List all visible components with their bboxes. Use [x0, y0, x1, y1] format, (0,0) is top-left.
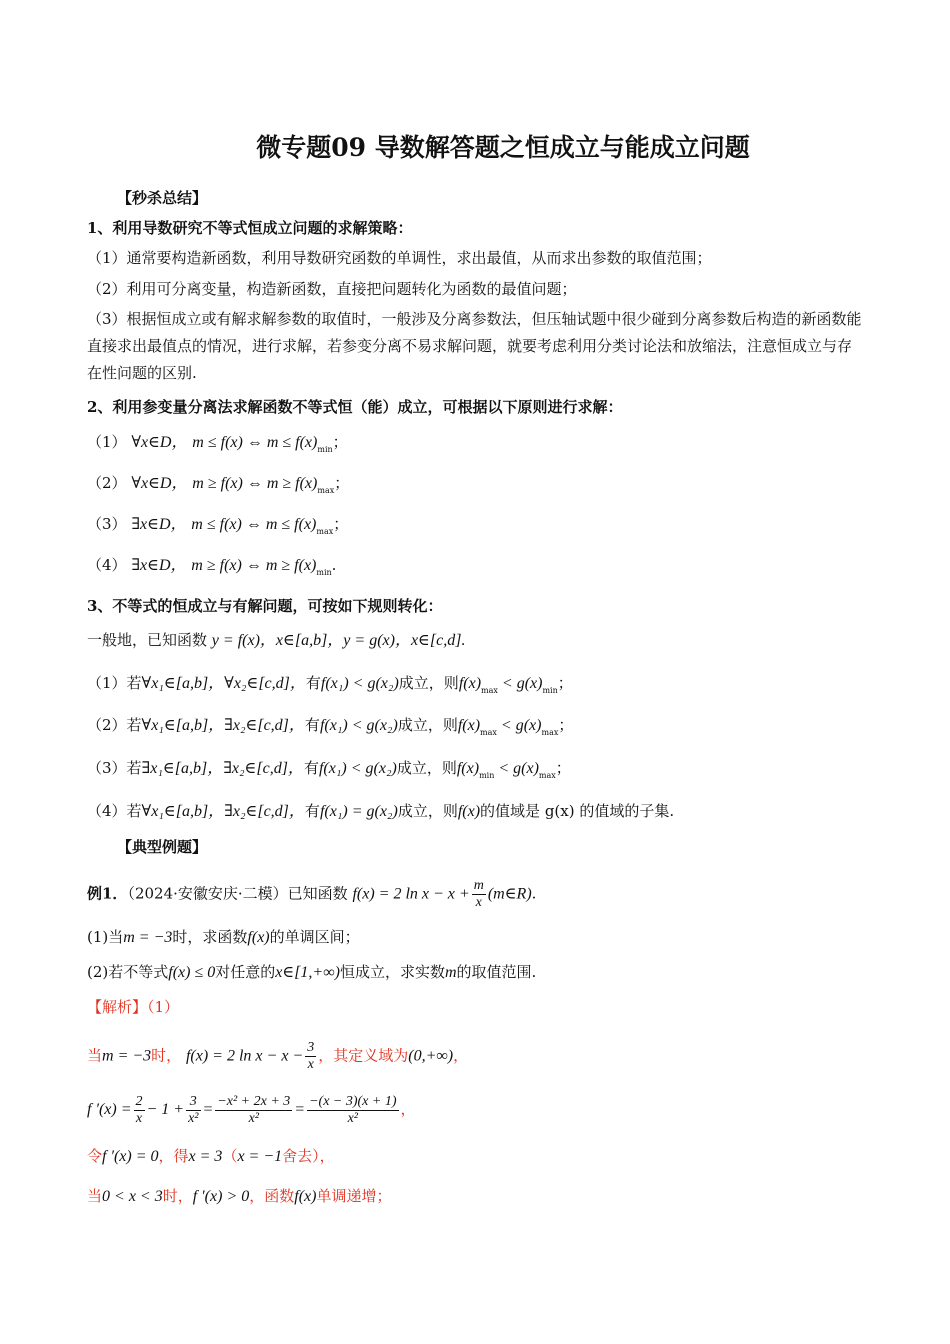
text: ，: [400, 1100, 416, 1118]
intro-text: 一般地，已知函数: [87, 631, 208, 649]
subscript: min: [542, 686, 558, 695]
solution-line-1: [87, 1040, 468, 1073]
text: 舍去），: [282, 1147, 335, 1165]
subscript: max: [541, 728, 559, 737]
section-1-point-2: （2）利用可分离变量，构造新函数，直接把问题转化为函数的最值问题；: [87, 280, 577, 298]
result-lhs: f(x): [456, 760, 480, 777]
statement-end: .: [531, 884, 537, 903]
subscript: min: [317, 445, 333, 454]
result-lhs: f(x): [457, 803, 481, 820]
item-end: ；: [558, 716, 574, 734]
fraction: [305, 1040, 316, 1073]
q2-text: 对任意的: [215, 963, 276, 981]
transform-rule: [87, 801, 674, 829]
subscript: max: [316, 527, 334, 536]
relation: f(x₁) = g(x₂): [319, 803, 398, 820]
math: =: [294, 1101, 306, 1118]
result-rhs: 的值域是 g(x) 的值域的子集.: [480, 802, 675, 820]
q1-math: m = −3: [123, 929, 173, 946]
text: 令: [87, 1147, 103, 1165]
text: 时，: [151, 1046, 182, 1065]
denominator: x: [307, 1057, 314, 1072]
example-label: 例1．: [87, 884, 128, 903]
subscript: max: [481, 686, 498, 695]
numerator: −x² + 2x + 3: [217, 1093, 291, 1109]
subscript: min: [479, 771, 495, 780]
text: ，函数: [249, 1187, 295, 1205]
q1-prefix: (1)当: [87, 928, 124, 946]
item-number: （4）: [87, 556, 127, 574]
section-1-point-1: （1）通常要构造新函数，利用导数研究函数的单调性，求出最值，从而求出参数的取值范围；: [87, 249, 712, 267]
function-domain: (m∈R): [487, 885, 532, 903]
numerator: 3: [307, 1040, 315, 1055]
rule-item: [87, 555, 336, 583]
transform-rule: [87, 673, 573, 701]
condition: ∀x₁∈[a,b]，∃x₂∈[c,d]，: [141, 803, 305, 820]
q2-end: 的取值范围.: [456, 963, 537, 981]
math: f(x) = 2 ln x − x −: [185, 1047, 304, 1065]
transform-rule: [87, 715, 573, 743]
fraction: [215, 1094, 292, 1127]
subscript: max: [538, 771, 556, 780]
section-3-intro: [87, 630, 465, 651]
numerator: −(x − 3)(x + 1): [309, 1093, 397, 1109]
relation: m ≥ f(x) ⇔ m ≥ f(x): [191, 557, 317, 574]
q1-text: 时，求函数: [172, 928, 248, 946]
intro-math: y = f(x)，x∈[a,b]，y = g(x)，x∈[c,d].: [211, 632, 466, 649]
tail-text: 成立，则: [396, 759, 457, 777]
transform-rule: [87, 758, 571, 786]
q1-function: f(x): [247, 929, 270, 946]
text: ，: [453, 1046, 469, 1065]
item-number: （4）若: [87, 802, 142, 820]
q1-end: 的单调区间；: [269, 928, 360, 946]
subscript: max: [317, 486, 335, 495]
condition: ∃x₁∈[a,b]，∃x₂∈[c,d]，: [141, 760, 304, 777]
item-number: （1）若: [87, 674, 142, 692]
relation: m ≤ f(x) ⇔ m ≤ f(x): [191, 516, 317, 533]
solution-label: 【解析】: [87, 998, 148, 1016]
fraction: [186, 1094, 200, 1127]
q2-math: f(x) ≤ 0: [168, 964, 216, 981]
text: 当: [87, 1187, 103, 1205]
math: 0 < x < 3: [102, 1188, 163, 1205]
text: 当: [87, 1046, 103, 1065]
quantifier: ∀x∈D，: [131, 434, 188, 451]
condition: ∀x₁∈[a,b]，∃x₂∈[c,d]，: [141, 717, 305, 734]
text: 单调递增；: [316, 1187, 392, 1205]
q2-variable: m: [444, 964, 457, 981]
solution-line-2: [87, 1092, 416, 1127]
item-end: ；: [334, 474, 350, 492]
math: x = 3: [188, 1148, 223, 1165]
relation: f(x₁) < g(x₂): [319, 717, 398, 734]
fraction: [472, 878, 486, 911]
section-3-heading: 3、不等式的恒成立与有解问题，可按如下规则转化：: [87, 597, 443, 615]
item-end: ；: [555, 759, 571, 777]
section-1-heading: 1、利用导数研究不等式恒成立问题的求解策略：: [87, 219, 413, 237]
example-heading: 【典型例题】: [117, 838, 208, 856]
math: f ′(x) = 0: [102, 1148, 159, 1165]
relation: m ≥ f(x) ⇔ m ≥ f(x): [192, 475, 318, 492]
function-lhs: f(x) = 2 ln x − x +: [352, 885, 470, 903]
subscript: max: [480, 728, 497, 737]
denominator: x²: [347, 1110, 358, 1126]
text: 时，: [162, 1187, 193, 1205]
denominator: x²: [188, 1110, 199, 1126]
fraction: [307, 1094, 398, 1127]
tail-text: 成立，则: [397, 716, 458, 734]
derivative-lhs: f ′(x) =: [87, 1101, 132, 1118]
item-number: （1）: [87, 433, 127, 451]
fraction: [134, 1094, 145, 1127]
item-number: （2）若: [87, 716, 142, 734]
question-2: [87, 962, 536, 983]
tail-text: 成立，则: [397, 802, 458, 820]
rule-item: [87, 514, 348, 542]
page-title: 微专题09 导数解答题之恒成立与能成立问题: [256, 133, 750, 162]
denominator: x: [475, 895, 482, 910]
numerator: 3: [186, 1094, 200, 1111]
math: x = −1: [237, 1148, 283, 1165]
question-1: [87, 927, 360, 948]
subscript: min: [316, 568, 332, 577]
math: f(x): [294, 1188, 317, 1205]
rule-item: [87, 473, 349, 501]
quantifier: ∃x∈D，: [131, 516, 187, 533]
item-number: （2）: [87, 474, 127, 492]
example-source: （2024·安徽安庆·二模）已知函数: [127, 884, 348, 903]
mid-text: 有: [304, 802, 320, 820]
q2-interval: x∈[1,+∞): [275, 964, 340, 981]
mid-text: 有: [304, 716, 320, 734]
section-1-point-3: （3）根据恒成立或有解求解参数的取值时，一般涉及分离参数法，但压轴试题中很少碰到分离参数后构造的新函数能直接求出最值点的情况，进行求解，若参变分离不易求解问题，就要考虑利用分类讨论法和放缩法，注意恒成立与存在性问题的区别.: [87, 310, 862, 382]
example-1-statement: [87, 878, 536, 911]
text: ，得: [158, 1147, 189, 1165]
section-2-heading: 2、利用参变量分离法求解函数不等式恒（能）成立，可根据以下原则进行求解：: [87, 398, 623, 416]
domain: (0,+∞): [408, 1047, 454, 1065]
q2-prefix: (2)若不等式: [87, 963, 169, 981]
denominator: x: [135, 1110, 143, 1126]
solution-line-4: [87, 1186, 391, 1207]
result-lhs: f(x): [458, 675, 482, 692]
math: m = −3: [102, 1047, 152, 1065]
quantifier: ∀x∈D，: [131, 475, 188, 492]
math: =: [202, 1101, 214, 1118]
relation: f(x₁) < g(x₂): [318, 760, 397, 777]
relation: m ≤ f(x) ⇔ m ≤ f(x): [192, 434, 318, 451]
item-number: （3）若: [87, 759, 142, 777]
text: （: [222, 1147, 238, 1165]
text: ，其定义域为: [318, 1046, 409, 1065]
item-end: ；: [333, 515, 349, 533]
summary-heading: 【秒杀总结】: [117, 189, 208, 207]
item-number: （3）: [87, 515, 127, 533]
result-rhs: < g(x): [496, 717, 542, 734]
tail-text: 成立，则: [398, 674, 459, 692]
q2-text-2: 恒成立，求实数: [339, 963, 445, 981]
result-lhs: f(x): [457, 717, 481, 734]
result-rhs: < g(x): [494, 760, 539, 777]
rule-item: [87, 432, 348, 460]
solution-part: （1）: [147, 998, 180, 1016]
numerator: 2: [135, 1093, 143, 1109]
condition: ∀x₁∈[a,b]，∀x₂∈[c,d]，: [141, 675, 306, 692]
solution-heading: [87, 997, 179, 1017]
quantifier: ∃x∈D，: [131, 557, 187, 574]
mid-text: 有: [303, 759, 319, 777]
relation: f(x₁) < g(x₂): [320, 675, 399, 692]
item-end: .: [331, 556, 337, 574]
math: − 1 +: [146, 1101, 185, 1118]
numerator: m: [473, 878, 484, 893]
result-rhs: < g(x): [497, 675, 543, 692]
denominator: x²: [248, 1110, 259, 1126]
solution-line-3: [87, 1146, 335, 1167]
item-end: ；: [557, 674, 573, 692]
item-end: ；: [332, 433, 348, 451]
mid-text: 有: [305, 674, 321, 692]
math: f ′(x) > 0: [192, 1188, 250, 1205]
